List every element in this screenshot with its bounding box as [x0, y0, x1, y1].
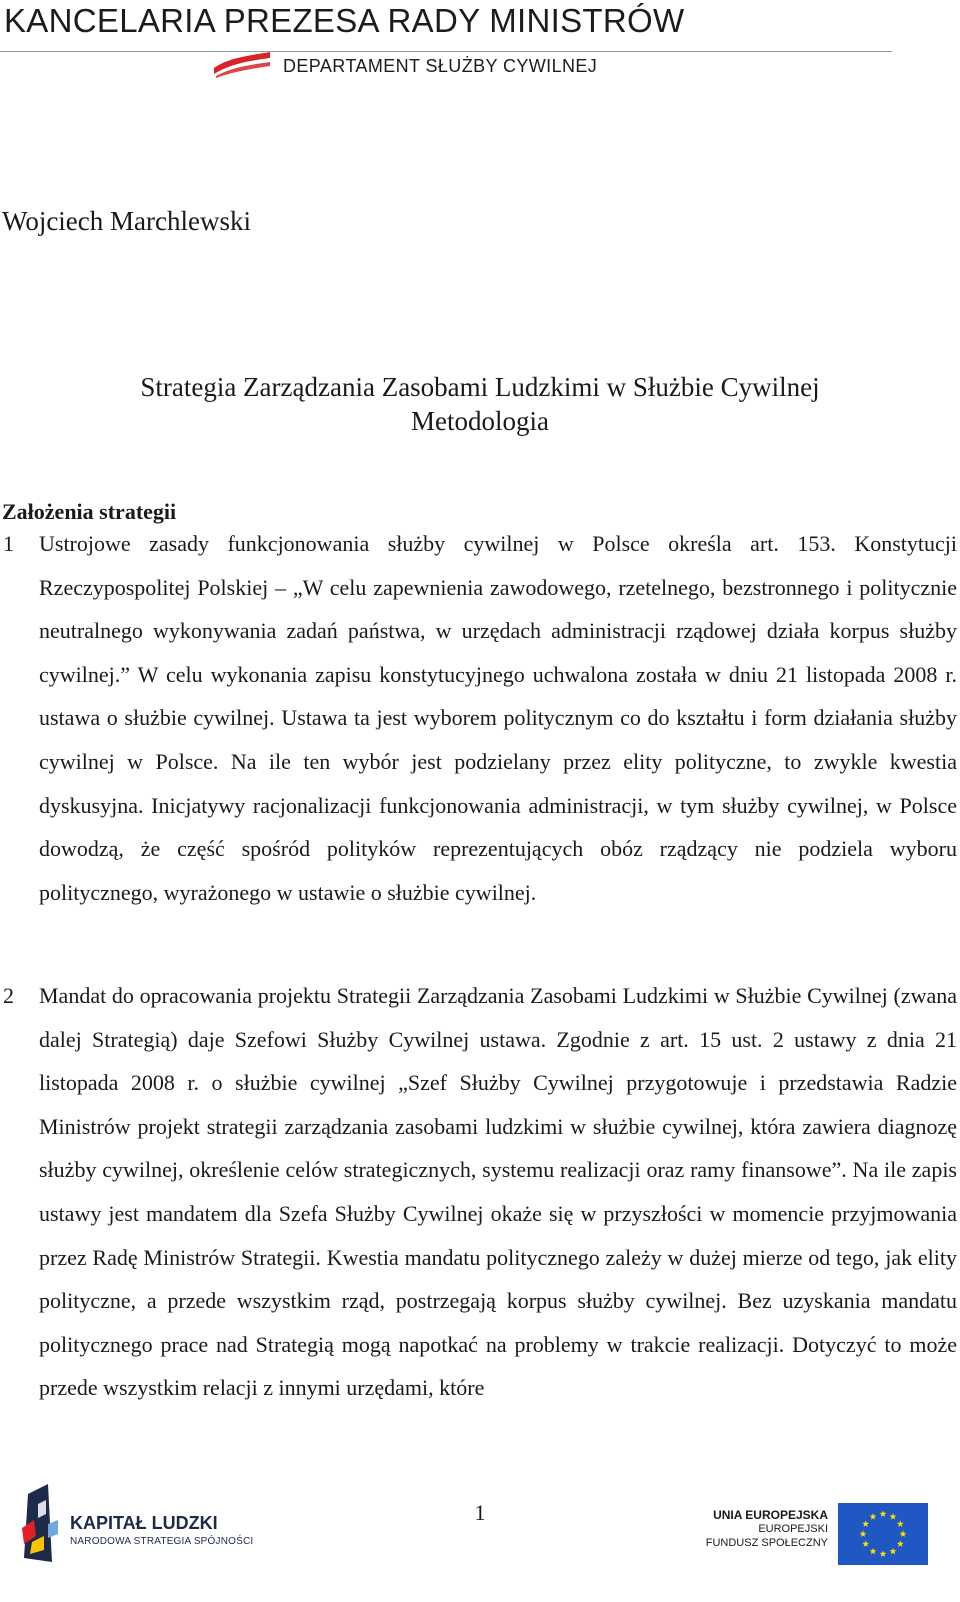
eu-label [706, 1508, 828, 1550]
kapital-ludzki-title: KAPITAŁ LUDZKI [70, 1513, 218, 1533]
author-name: Wojciech Marchlewski [2, 206, 251, 236]
paragraph-number: 2 [3, 983, 14, 1008]
eu-label-line2: EUROPEJSKI [758, 1523, 828, 1535]
header-divider [0, 51, 892, 52]
paragraph-text: Ustrojowe zasady funkcjonowania służby cywilnej w Polsce określa art. 153. Konstytucji Rzeczypospolitej Polskiej – „W celu zapewnienia zawodowego, rzetelnego, bezstronnego i politycznie neutralnego wykonywania zadań państwa, w urzędach administracji rządowej działa korpus służby cywilnej.” W celu wykonania zapisu konstytucyjnego uchwalona została w dniu 21 listopada 2008 r. ustawa o służbie cywilnej. Ustawa ta jest wyborem politycznym co do kształtu i form działania służby cywilnej w Polsce. Na ile ten wybór jest podzielany przez elity polityczne, to zwykle kwestia dyskusyjna. Inicjatywy racjonalizacji funkcjonowania administracji, w tym służby cywilnej, w Polsce dowodzą, że część spośród polityków reprezentujących obóz rządzący nie podziela wyboru politycznego, wyrażonego w ustawie o służbie cywilnej. [39, 531, 957, 905]
kapital-ludzki-subtitle: NARODOWA STRATEGIA SPÓJNOŚCI [70, 1536, 254, 1547]
page-number: 1 [474, 1500, 486, 1525]
paragraph-text: Mandat do opracowania projektu Strategii Zarządzania Zasobami Ludzkimi w Służbie Cywilnej (zwana dalej Strategią) daje Szefowi Służby Cywilnej ustawa. Zgodnie z art. 15 ust. 2 ustawy z dnia 21 listopada 2008 r. o służbie cywilnej „Szef Służby Cywilnej przygotowuje i przedstawia Radzie Ministrów projekt strategii zarządzania zasobami ludzkimi w służbie cywilnej, która zawiera diagnozę służby cywilnej, określenie celów strategicznych, systemu realizacji oraz ramy finansowe”. Na ile zapis ustawy jest mandatem dla Szefa Służby Cywilnej okaże się w przyszłości w momencie przyjmowania przez Radę Ministrów Strategii. Kwestia mandatu politycznego zależy w dużej mierze od tego, jak elity polityczne, a przede wszystkim rząd, postrzegają korpus służby cywilnej. Bez uzyskania mandatu politycznego prace nad Strategią mogą napotkać na problemy w trakcie realizacji. Dotyczyć to może przede wszystkim relacji z innymi urzędami, które [39, 983, 957, 1401]
section-heading: Założenia strategii [2, 499, 177, 524]
paragraph-number: 1 [3, 531, 14, 556]
document-footer [0, 1478, 960, 1602]
eu-flag-icon [838, 1503, 928, 1565]
document-title: Strategia Zarządzania Zasobami Ludzkimi w Służbie Cywilnej [140, 372, 820, 402]
eu-label-line1: UNIA EUROPEJSKA [713, 1508, 828, 1522]
eu-label-line3: FUNDUSZ SPOŁECZNY [705, 1537, 828, 1549]
polish-flag-icon [212, 50, 274, 78]
organization-name: KANCELARIA PREZESA RADY MINISTRÓW [4, 2, 685, 39]
document-subtitle: Metodologia [411, 406, 549, 436]
department-name: DEPARTAMENT SŁUŻBY CYWILNEJ [283, 56, 598, 76]
document-header [0, 0, 960, 90]
